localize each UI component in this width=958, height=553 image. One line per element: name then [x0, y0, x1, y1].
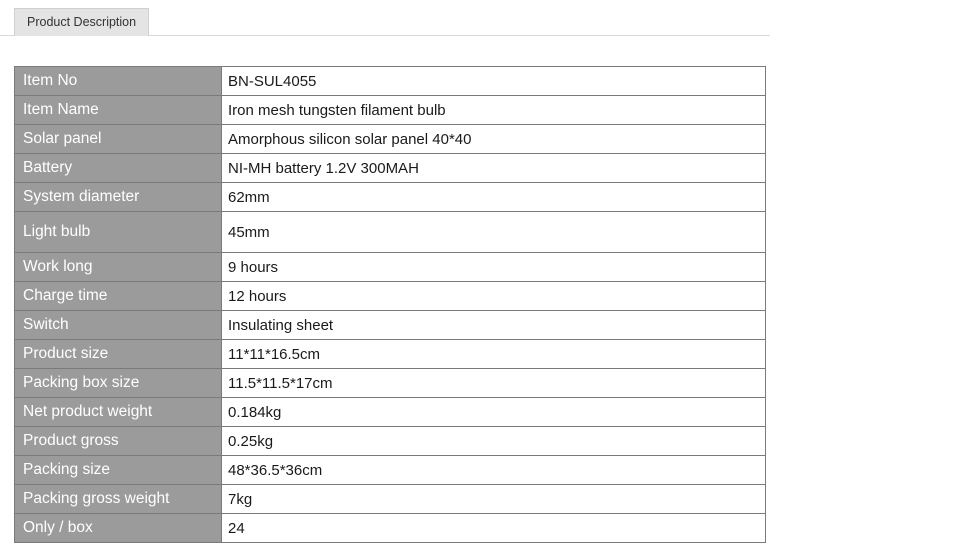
spec-value: 0.25kg: [222, 427, 766, 456]
spec-label: Work long: [15, 253, 222, 282]
table-row: [15, 212, 766, 253]
spec-label: System diameter: [15, 183, 222, 212]
table-row: [15, 96, 766, 125]
spec-label: Solar panel: [15, 125, 222, 154]
spec-value: Insulating sheet: [222, 311, 766, 340]
tab-label: Product Description: [27, 15, 137, 29]
spec-label: Packing box size: [15, 369, 222, 398]
spec-value: BN-SUL4055: [222, 67, 766, 96]
product-spec-section: [0, 36, 958, 543]
spec-label: Product gross: [15, 427, 222, 456]
spec-value: 11.5*11.5*17cm: [222, 369, 766, 398]
spec-value: 62mm: [222, 183, 766, 212]
table-row: [15, 340, 766, 369]
spec-label: Battery: [15, 154, 222, 183]
table-row: [15, 253, 766, 282]
table-row: [15, 514, 766, 543]
table-row: [15, 369, 766, 398]
table-row: [15, 427, 766, 456]
spec-label: Only / box: [15, 514, 222, 543]
spec-label: Packing size: [15, 456, 222, 485]
spec-label: Product size: [15, 340, 222, 369]
table-row: [15, 456, 766, 485]
table-row: [15, 398, 766, 427]
tab-strip: [0, 0, 770, 36]
spec-label: Packing gross weight: [15, 485, 222, 514]
spec-value: 7kg: [222, 485, 766, 514]
table-row: [15, 154, 766, 183]
product-spec-table: [14, 66, 766, 543]
spec-label: Charge time: [15, 282, 222, 311]
spec-value: 11*11*16.5cm: [222, 340, 766, 369]
spec-value: 48*36.5*36cm: [222, 456, 766, 485]
table-row: [15, 183, 766, 212]
spec-label: Item No: [15, 67, 222, 96]
spec-value: 12 hours: [222, 282, 766, 311]
spec-label: Switch: [15, 311, 222, 340]
spec-value: 24: [222, 514, 766, 543]
table-row: [15, 67, 766, 96]
spec-label: Light bulb: [15, 212, 222, 253]
table-row: [15, 311, 766, 340]
spec-value: Iron mesh tungsten filament bulb: [222, 96, 766, 125]
spec-table-body: [15, 67, 766, 543]
spec-label: Net product weight: [15, 398, 222, 427]
spec-label: Item Name: [15, 96, 222, 125]
table-row: [15, 485, 766, 514]
table-row: [15, 125, 766, 154]
spec-value: 0.184kg: [222, 398, 766, 427]
table-row: [15, 282, 766, 311]
spec-value: 45mm: [222, 212, 766, 253]
spec-value: 9 hours: [222, 253, 766, 282]
tab-product-description[interactable]: [14, 8, 149, 36]
spec-value: NI-MH battery 1.2V 300MAH: [222, 154, 766, 183]
spec-value: Amorphous silicon solar panel 40*40: [222, 125, 766, 154]
